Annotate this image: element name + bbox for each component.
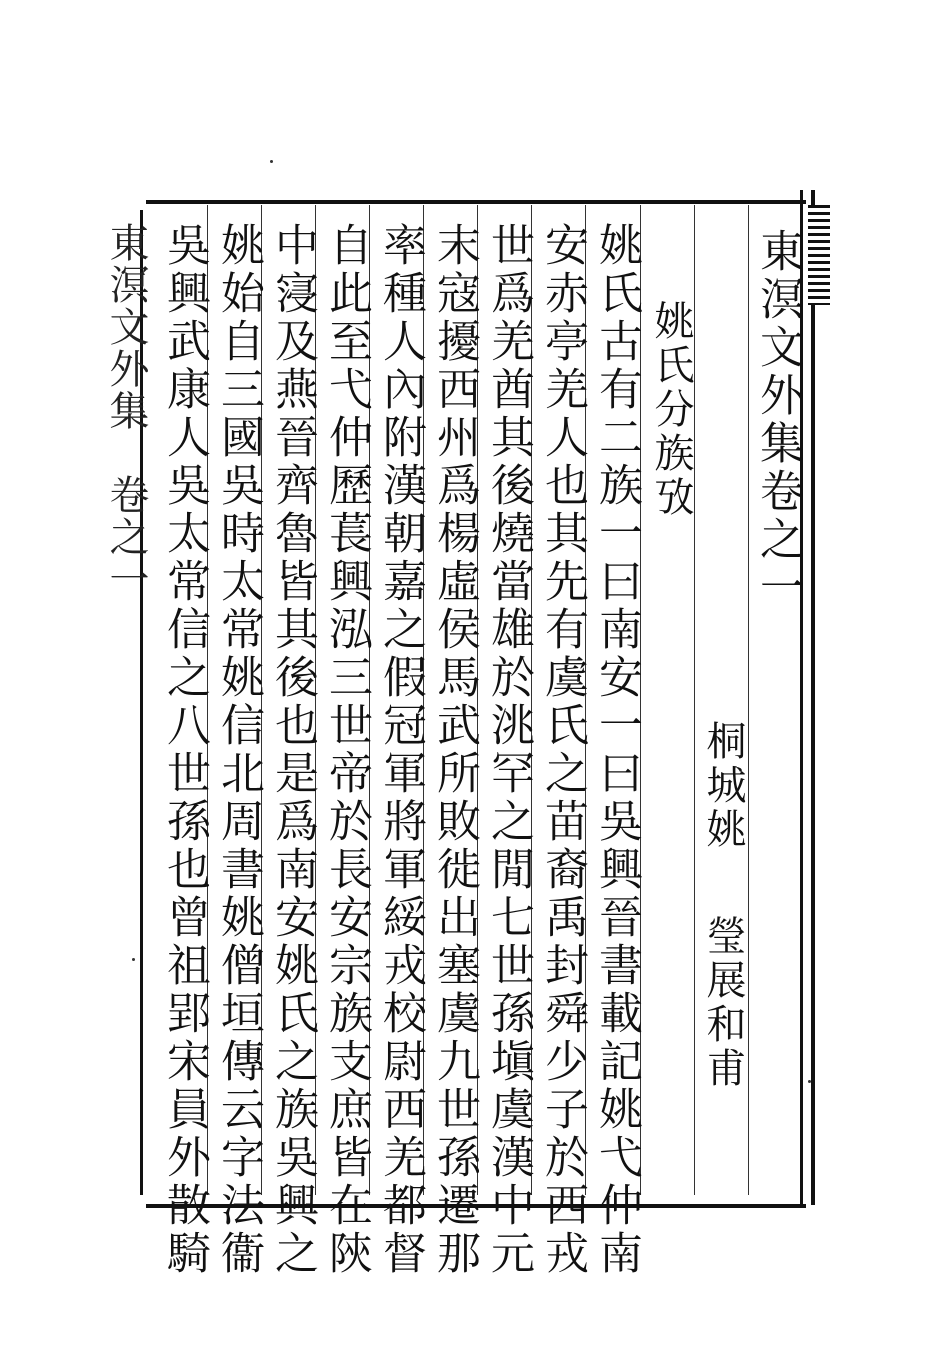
speck [808, 1080, 811, 1083]
column-rule [748, 205, 749, 1195]
author-line-top: 桐城姚 [700, 720, 746, 852]
text-column-1: 姚氏古有二族一曰南安一曰吳興晉書載記姚弋仲南 [591, 222, 642, 1278]
text-column-8: 姚始自三國吳時太常姚信北周書姚僧垣傳云字法衞 [213, 222, 264, 1278]
speck [132, 958, 135, 961]
text-column-6: 自此至弋仲歷萇興泓三世帝於長安宗族支庶皆在陝 [321, 222, 372, 1278]
author-line-bottom: 瑩展和甫 [700, 915, 746, 1091]
text-column-2: 安赤亭羌人也其先有虞氏之苗裔禹封舜少子於西戎 [537, 222, 588, 1278]
spine-label: 東溟文外集 卷之一 [103, 222, 149, 600]
text-column-5: 率種人內附漢朝嘉之假冠軍將軍綏戎校尉西羌都督 [375, 222, 426, 1278]
text-column-4: 末寇擾西州爲楊虛侯馬武所敗徙出塞虞九世孫遷那 [429, 222, 480, 1278]
book-title: 東溟文外集卷之一 [752, 228, 803, 612]
speck [270, 160, 273, 163]
text-column-9: 吳興武康人吳太常信之八世孫也曾祖郢宋員外散騎 [159, 222, 210, 1278]
text-column-7: 中寖及燕晉齊魯皆其後也是爲南安姚氏之族吳興之 [267, 222, 318, 1278]
right-edge-mark [808, 205, 830, 305]
text-column-3: 世爲羌酋其後燒當雄於洮罕之閒七世孫塡虞漢中元 [483, 222, 534, 1278]
article-title: 姚氏分族攷 [648, 300, 694, 520]
